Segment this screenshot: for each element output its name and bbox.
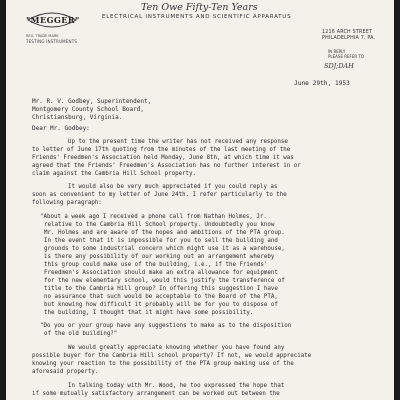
letterhead-script-line: Ten Owe Fifty-Ten Years <box>141 2 258 13</box>
body-line: possible buyer for the Cambria Hill school property? If not, we would appreciate <box>32 353 312 359</box>
letterhead-tagline: ELECTRICAL INSTRUMENTS AND SCIENTIFIC APPARATUS <box>102 14 292 20</box>
company-address-street: 1216 ARCH STREET <box>322 30 373 35</box>
recipient-line: Christiansburg, Virginia. <box>32 114 123 121</box>
body-line: Friends' Freedmen's Association held Monday, June 8th, at which time it was <box>32 155 294 161</box>
logo-trademark: REG. TRADE MARK <box>26 34 59 38</box>
quoted-line: Freedmen's Association should make an extra allowance for equipment <box>44 270 278 276</box>
megger-logo <box>26 8 78 32</box>
quoted-line: of the old building?" <box>44 331 118 337</box>
recipient-line: Mr. R. V. Godbey, Superintendent, <box>32 98 152 105</box>
quoted-line: title to the Cambria Hill group? In offering this suggestion I have <box>44 286 278 292</box>
quoted-line: Mr. Holmes and are aware of the hopes and ambitions of the PTA group. <box>44 230 285 236</box>
body-line: claim against the Cambria Hill School property. <box>32 171 197 177</box>
logo-subtitle: TESTING INSTRUMENTS <box>26 39 78 44</box>
quoted-line: the building, I thought that it might have some possibility. <box>44 310 254 316</box>
quoted-line: "Do you or your group have any suggestions to make as to the disposition <box>40 323 292 329</box>
quoted-line: this group could make use of the building, i.e., if the Friends' <box>44 262 268 268</box>
body-line: soon as convenient to my letter of June 24th. I refer particularly to the <box>32 192 287 198</box>
quoted-line: is there any possibility of our working out an arrangement whereby <box>44 254 275 260</box>
body-line: aforesaid property. <box>32 369 99 375</box>
salutation: Dear Mr. Godbey: <box>32 125 90 132</box>
quoted-line: for the new elementary school, would this justify the transference of <box>44 278 285 284</box>
body-line: agreed that the Friends' Freedmen's Association has no further interest in or <box>32 163 301 169</box>
quoted-line: no assurance that such would be acceptable to the Board of the PTA, <box>44 294 278 300</box>
quoted-line: grounds to some industrial concern which might use it as a warehouse, <box>44 246 285 252</box>
body-line: following paragraph: <box>32 200 102 206</box>
letter-date: June 29th, 1953 <box>294 80 350 87</box>
letter-page <box>6 0 394 400</box>
logo-word: "MEGGER" <box>26 15 80 25</box>
company-address-city: PHILADELPHIA 7, PA. <box>322 36 376 41</box>
reply-note-line1: IN REPLY <box>328 49 346 54</box>
body-line: if some mutually satisfactory arrangement can be worked out between the <box>32 391 280 397</box>
body-line: We would greatly appreciate knowing whether you have found any <box>68 345 285 351</box>
body-line: In talking today with Mr. Wood, he too expressed the hope that <box>68 383 285 389</box>
body-line: Up to the present time the writer has not received any response <box>68 139 288 145</box>
quoted-line: but knowing how difficult it probably will be for you to dispose of <box>44 302 278 308</box>
body-line: It would also be very much appreciated if you could reply as <box>68 184 278 190</box>
body-line: to letter of June 17th quoting from the minutes of the last meeting of the <box>32 147 291 153</box>
reply-note-line2: PLEASE REFER TO <box>328 54 365 59</box>
quoted-line: In the event that it is impossible for you to sell the building and <box>44 238 278 244</box>
reference-code: SDJ;DAH <box>324 62 354 70</box>
body-line: knowing your reaction to the possibility of the PTA group making use of the <box>32 361 294 367</box>
quoted-line: relative to the Cambria Hill School property. Undoubtedly you know <box>44 222 275 228</box>
recipient-line: Montgomery County School Board, <box>32 106 144 113</box>
quoted-line: "About a week ago I received a phone call from Nathan Holmes, Jr. <box>40 214 267 220</box>
